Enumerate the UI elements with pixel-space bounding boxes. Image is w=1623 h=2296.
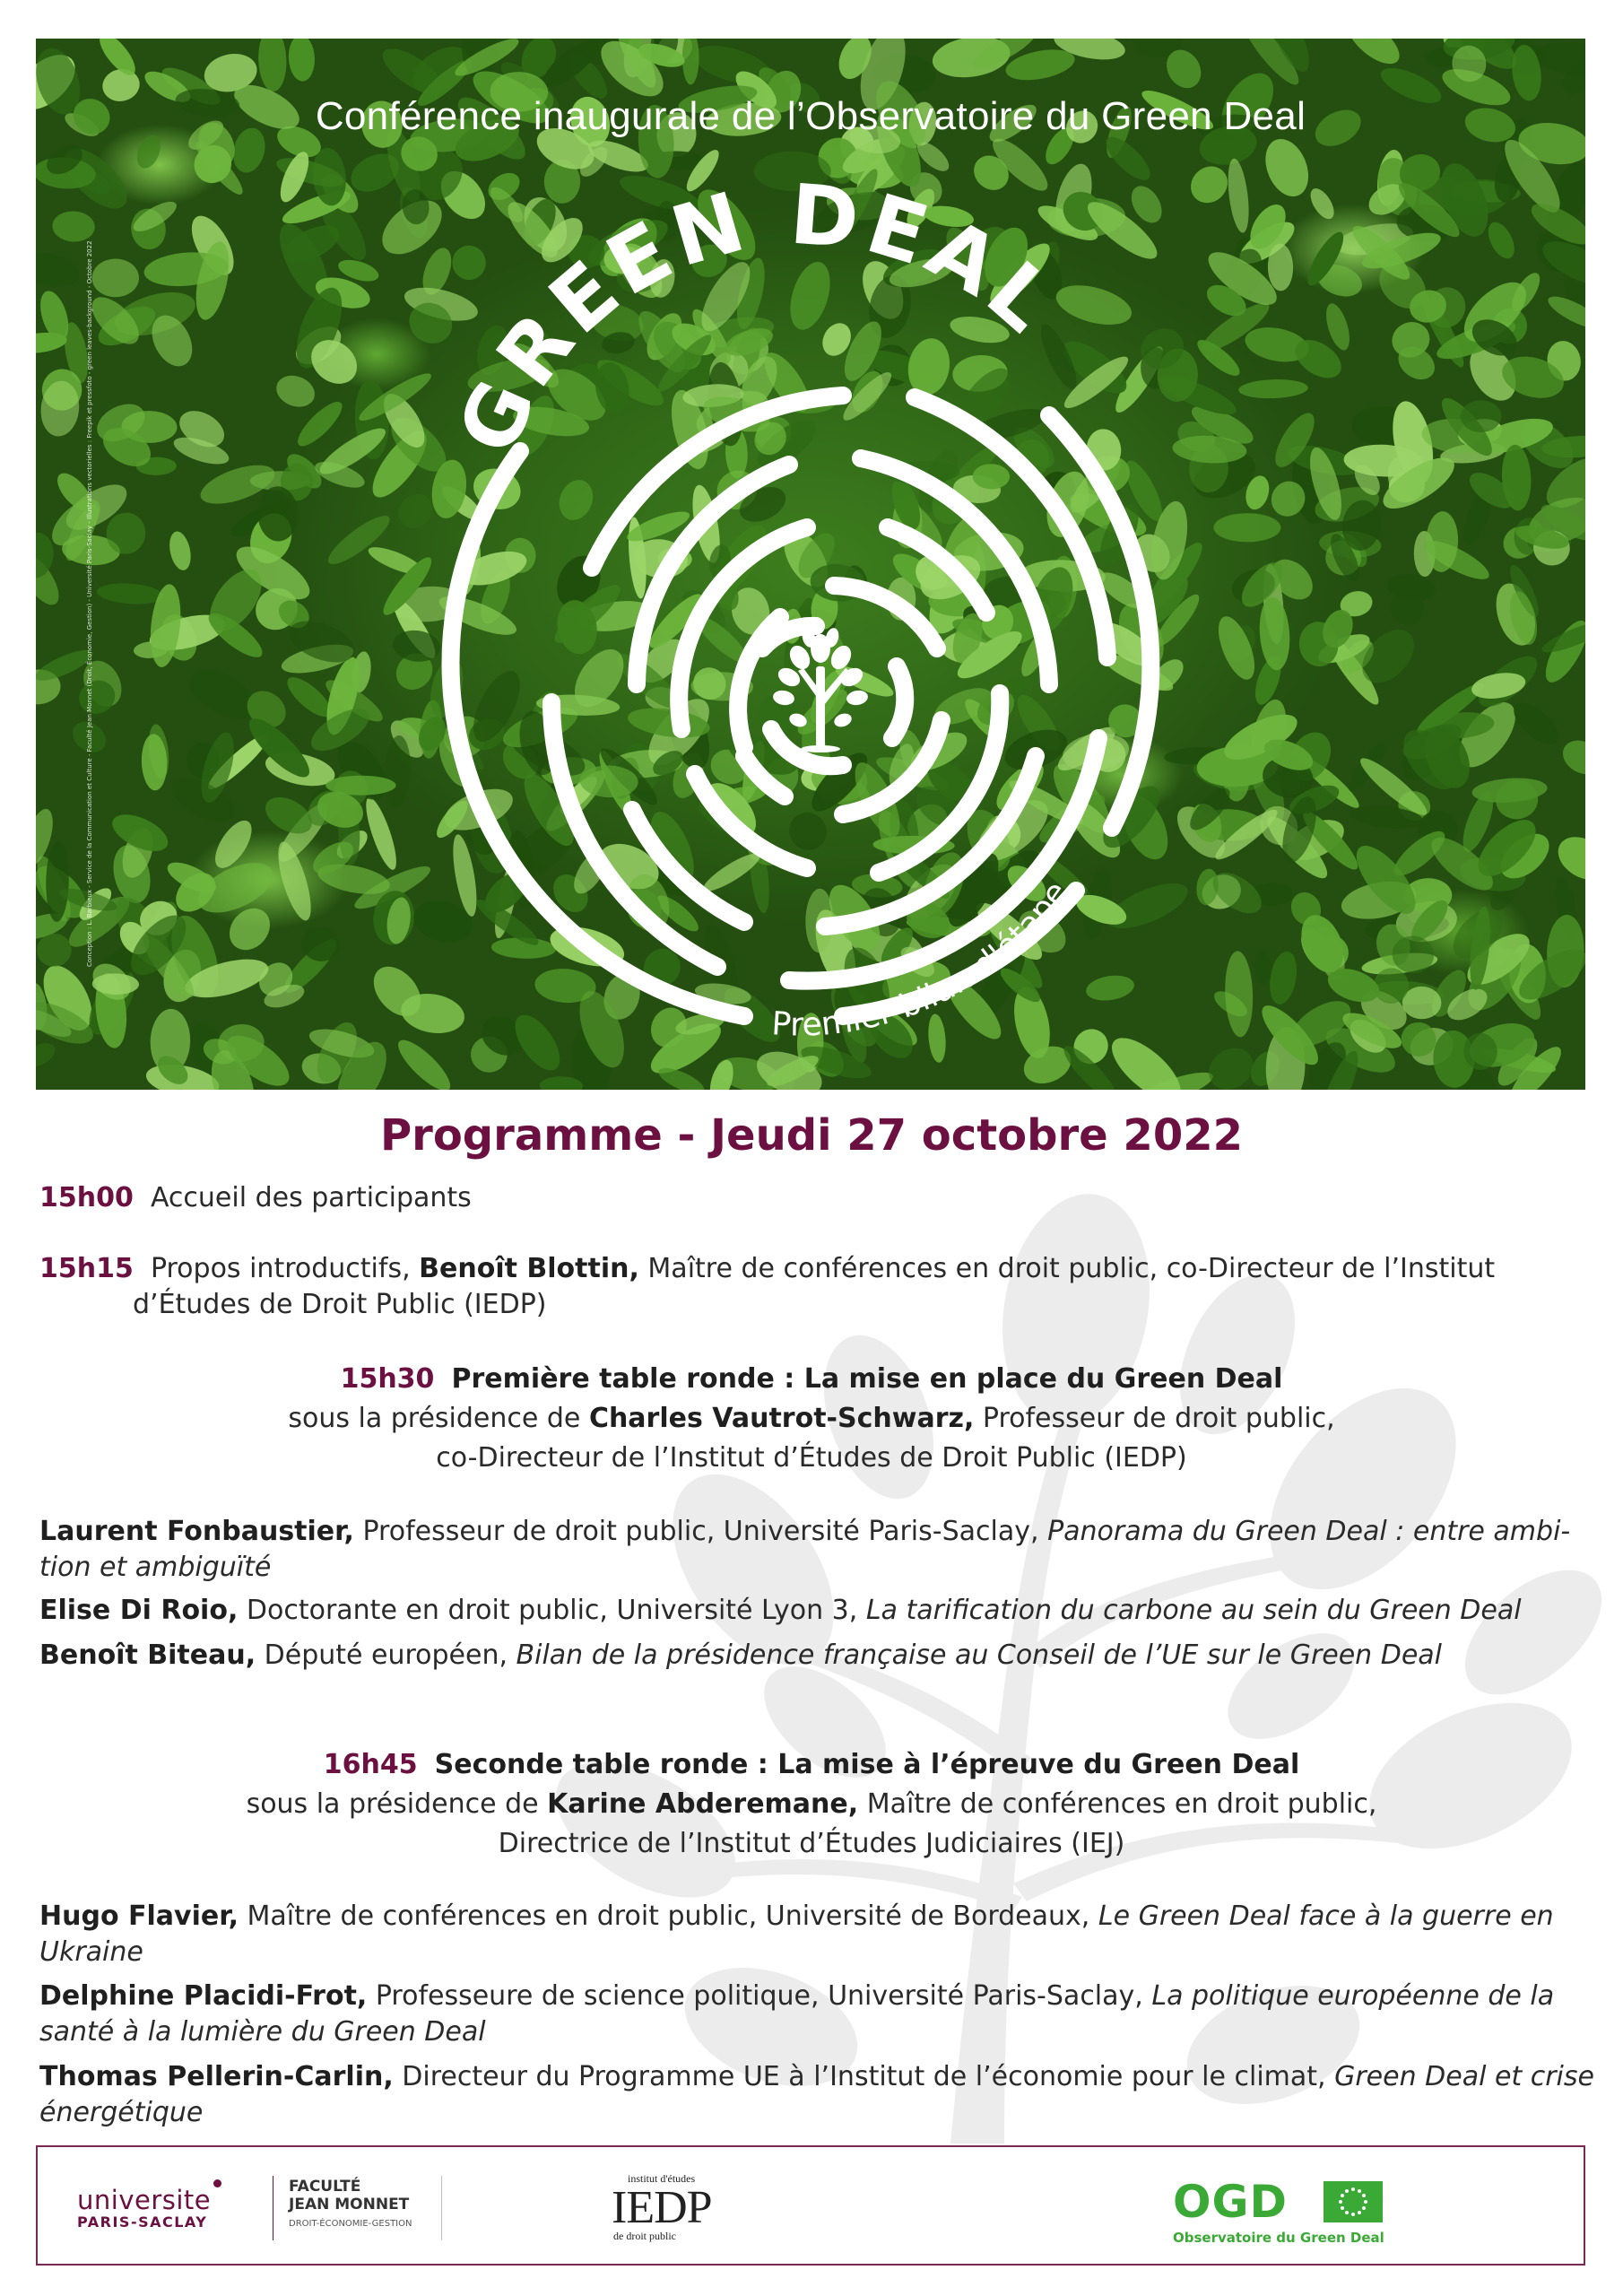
agenda-text: Propos introductifs, (150, 1253, 420, 1284)
round1-time: 15h30 (340, 1363, 435, 1395)
round1-speaker-1 (39, 1514, 1570, 1550)
ogd-main: OGD (1173, 2176, 1289, 2228)
design-credit: Conception : L. Barbieux - Service de la Communication et Culture - Faculté Jean Monnet (Droit, Économie, Gestion) - Université Paris-Saclay - Illustrations vectorielles : Freepik et pressfoto - green leaves-background - Octobre 2022 (86, 240, 93, 967)
univ-sub: PARIS-SACLAY (77, 2213, 208, 2231)
speaker-name: Laurent Fonbaustier, (39, 1516, 354, 1547)
round2-speaker-2 (39, 1979, 1554, 2014)
speaker-role: Député européen, (256, 1639, 516, 1671)
faculty-line3: DROIT-ÉCONOMIE-GESTION (289, 2219, 412, 2229)
round1-title: Première table ronde : La mise en place du Green Deal (451, 1363, 1283, 1395)
agenda-item-intro-line2: d’Études de Droit Public (IEDP) (133, 1289, 547, 1320)
speaker-name: Hugo Flavier, (39, 1900, 239, 1932)
speaker-role: Professeure de science politique, Université Paris-Saclay, (367, 1980, 1152, 2012)
talk-title: Green Deal et crise (1334, 2061, 1594, 2092)
round2-speaker-2-talk-cont: santé à la lumière du Green Deal (39, 2016, 486, 2048)
speaker-role: Professeur de droit public, Université Paris-Saclay, (353, 1516, 1048, 1547)
chair-prefix: sous la présidence de (246, 1788, 548, 1820)
round1-speaker-1-talk-cont: tion et ambiguïté (39, 1552, 272, 1583)
round2-title: Seconde table ronde : La mise à l’épreuve du Green Deal (434, 1749, 1300, 1780)
round2-speaker-3-talk-cont: énergétique (39, 2097, 204, 2128)
chair-name: Charles Vautrot-Schwarz, (588, 1403, 975, 1434)
divider (441, 2176, 442, 2240)
round1-chair (0, 1401, 1623, 1437)
agenda-text: Accueil des participants (150, 1182, 472, 1213)
faculty-line2: JEAN MONNET (289, 2196, 410, 2213)
round2-speaker-1-talk-cont: Ukraine (39, 1936, 143, 1968)
round2-time: 16h45 (323, 1749, 418, 1780)
green-deal-logo (36, 39, 1585, 1090)
tree-icon (772, 627, 869, 752)
round2-chair (0, 1787, 1623, 1822)
eu-flag-icon (1324, 2181, 1383, 2222)
programme-heading: Programme - Jeudi 27 octobre 2022 (379, 1110, 1244, 1161)
logo-subtitle: Premier bilan d'étape (770, 874, 1076, 1044)
ogd-logo (1173, 2176, 1388, 2248)
agenda-time: 15h15 (39, 1253, 134, 1284)
chair-role: Maître de conférences en droit public, (858, 1788, 1377, 1820)
round2-chair-line2: Directrice de l’Institut d’Études Judiciaires (IEJ) (498, 1828, 1125, 1859)
faculty-line1: FACULTÉ (289, 2178, 361, 2196)
speaker-role: Maître de conférences en droit public, co-Directeur de l’Institut (638, 1253, 1496, 1284)
logo-title: GREEN DEAL (438, 166, 1076, 468)
speaker-name: Benoît Blottin, (419, 1253, 639, 1284)
chair-prefix: sous la présidence de (288, 1403, 589, 1434)
talk-title: Le Green Deal face à la guerre en (1098, 1900, 1554, 1932)
speaker-role: Directeur du Programme UE à l’Institut de l’économie pour le climat, (393, 2061, 1335, 2092)
speaker-name: Benoît Biteau, (39, 1639, 256, 1671)
agenda-time: 15h00 (39, 1182, 134, 1213)
iedp-top: institut d'études (628, 2172, 696, 2185)
round1-speaker-2 (39, 1593, 1522, 1629)
talk-title: La politique européenne de la (1151, 1980, 1555, 2012)
agenda-item-intro (39, 1251, 1495, 1287)
hero-banner (36, 39, 1585, 1090)
chair-role: Professeur de droit public, (974, 1403, 1335, 1434)
iedp-main: IEDP (612, 2182, 712, 2233)
speaker-role: Doctorante en droit public, Université Lyon 3, (238, 1595, 866, 1626)
speaker-name: Delphine Placidi-Frot, (39, 1980, 368, 2012)
chair-name: Karine Abderemane, (547, 1788, 859, 1820)
round1-title-line (0, 1361, 1623, 1397)
talk-title: Panorama du Green Deal : entre ambi- (1047, 1516, 1571, 1547)
round2-title-line (0, 1747, 1623, 1783)
round2-speaker-3 (39, 2059, 1594, 2095)
iedp-logo (612, 2172, 737, 2244)
ogd-sub: Observatoire du Green Deal (1173, 2230, 1384, 2246)
round1-speaker-3 (39, 1638, 1442, 1674)
footer-logos (36, 2145, 1585, 2266)
conference-title: Conférence inaugurale de l’Observatoire du Green Deal (315, 94, 1306, 138)
iedp-bottom: de droit public (613, 2230, 676, 2242)
talk-title: La tarification du carbone au sein du Green Deal (865, 1595, 1522, 1626)
univ-name: universite (77, 2185, 212, 2215)
speaker-role: Maître de conférences en droit public, Université de Bordeaux, (238, 1900, 1098, 1932)
universite-paris-saclay-logo (77, 2185, 265, 2231)
univ-accent-icon (213, 2179, 221, 2187)
speaker-name: Elise Di Roio, (39, 1595, 239, 1626)
talk-title: Bilan de la présidence française au Conseil de l’UE sur le Green Deal (516, 1639, 1443, 1671)
agenda-item-welcome (39, 1180, 472, 1216)
round2-speaker-1 (39, 1899, 1554, 1935)
speaker-name: Thomas Pellerin-Carlin, (39, 2061, 394, 2092)
round1-chair-line2: co-Directeur de l’Institut d’Études de Droit Public (IEDP) (436, 1442, 1187, 1474)
